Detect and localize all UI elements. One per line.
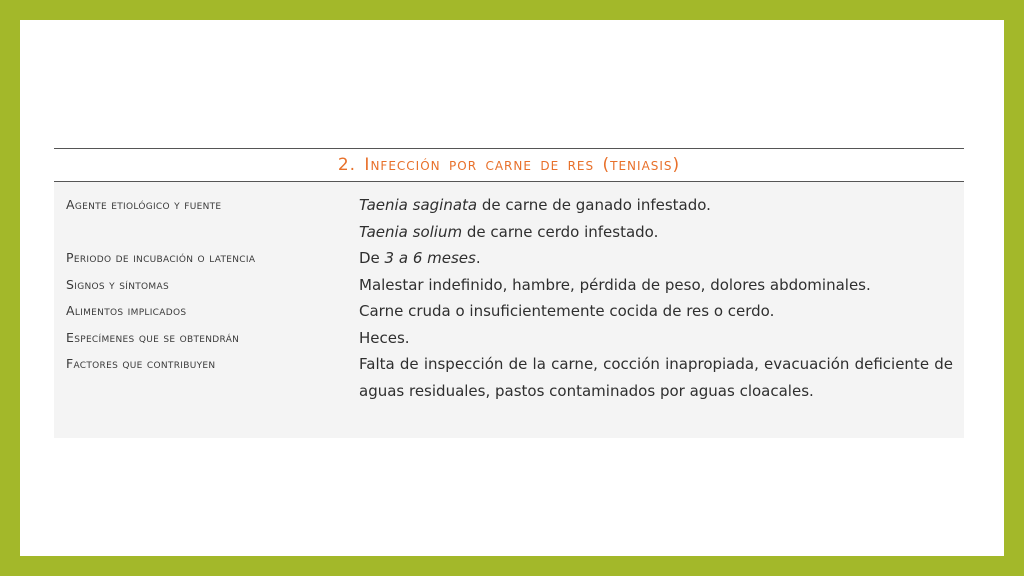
row-label-signos: Signos y síntomas [66, 276, 169, 292]
row-value-agente [359, 192, 953, 245]
row-value-periodo [359, 245, 953, 272]
row-value-signos: Malestar indefinido, hambre, pérdida de peso, dolores abdominales. [359, 275, 871, 294]
row-label-factores: Factores que contribuyen [66, 356, 216, 371]
species-name: Taenia saginata [359, 196, 478, 214]
agente-source: de carne de ganado infestado. [477, 196, 711, 214]
table-row [54, 192, 964, 245]
periodo-prefix: De [359, 249, 385, 267]
table-rows [54, 192, 964, 404]
row-value-especimenes: Heces. [359, 328, 410, 347]
info-table [54, 148, 964, 438]
slide [20, 20, 1004, 556]
periodo-suffix: . [475, 249, 481, 267]
agente-line [359, 219, 953, 246]
row-label-periodo: Periodo de incubación o latencia [66, 250, 256, 265]
row-label-alimentos: Alimentos implicados [66, 303, 187, 318]
table-title: 2. Infección por carne de res (teniasis) [337, 155, 681, 175]
species-name: Taenia solium [359, 222, 463, 241]
agente-source: de carne cerdo infestado. [462, 222, 659, 241]
table-row [54, 298, 964, 325]
table-header [54, 148, 964, 182]
agente-line [359, 192, 953, 219]
table-row [54, 351, 964, 404]
table-row [54, 272, 964, 299]
periodo-duration: 3 a 6 meses [384, 249, 476, 267]
row-value-factores: Falta de inspección de la carne, cocción inapropiada, evacuación deficiente de aguas residuales, pastos contaminados por aguas cloacales. [359, 355, 953, 400]
row-value-alimentos: Carne cruda o insuficientemente cocida de res o cerdo. [359, 302, 775, 320]
row-label-agente: Agente etiológico y fuente [66, 197, 222, 212]
table-row [54, 245, 964, 272]
table-row [54, 325, 964, 352]
row-label-especimenes: Especímenes que se obtendrán [66, 329, 240, 345]
